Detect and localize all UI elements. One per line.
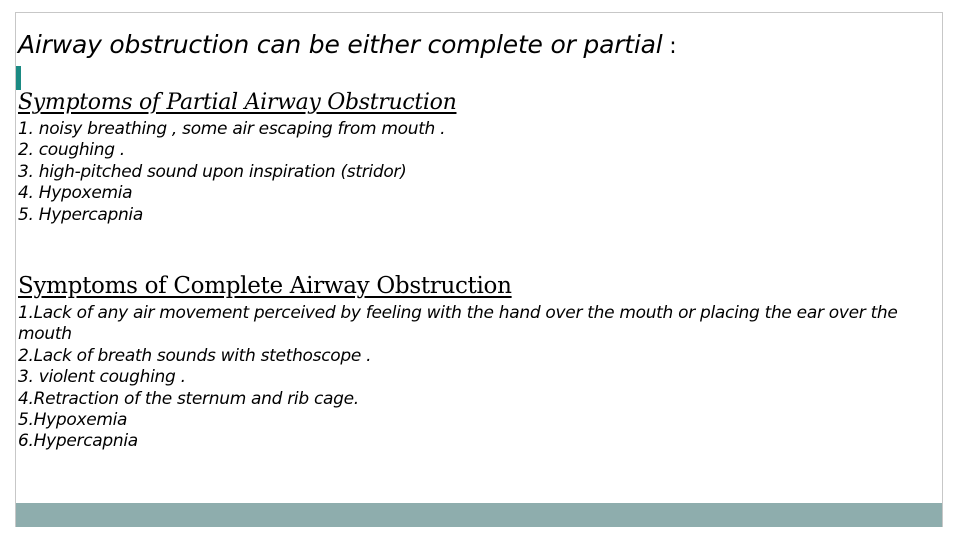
partial-obstruction-heading: Symptoms of Partial Airway Obstruction — [18, 90, 457, 115]
complete-obstruction-heading: Symptoms of Complete Airway Obstruction — [18, 273, 512, 299]
complete-symptoms-list — [18, 303, 918, 453]
slide-title-text: Airway obstruction can be either complete or partial — [18, 30, 663, 59]
partial-symptoms-list — [18, 119, 618, 226]
partial-symptom-item: 3. high-pitched sound upon inspiration (stridor) — [18, 161, 407, 182]
footer-bar — [16, 503, 942, 527]
accent-bar — [16, 66, 21, 90]
partial-symptom-item: 1. noisy breathing , some air escaping from mouth . — [18, 119, 446, 139]
complete-symptom-item: 5.Hypoxemia — [18, 410, 128, 431]
slide-title — [18, 27, 677, 65]
slide-title-colon: : — [662, 34, 677, 59]
complete-symptom-item: 1.Lack of any air movement perceived by feeling with the hand over the mouth or placing the ear over the mouth — [18, 303, 898, 345]
complete-symptom-item: 2.Lack of breath sounds with stethoscope . — [18, 345, 372, 366]
complete-symptom-item: 6.Hypercapnia — [18, 431, 138, 452]
partial-symptom-item: 4. Hypoxemia — [18, 183, 133, 204]
partial-symptom-item: 2. coughing . — [18, 140, 125, 161]
complete-symptom-item: 3. violent coughing . — [18, 367, 186, 388]
complete-symptom-item: 4.Retraction of the sternum and rib cage. — [18, 388, 359, 409]
partial-symptom-item: 5. Hypercapnia — [18, 204, 143, 225]
